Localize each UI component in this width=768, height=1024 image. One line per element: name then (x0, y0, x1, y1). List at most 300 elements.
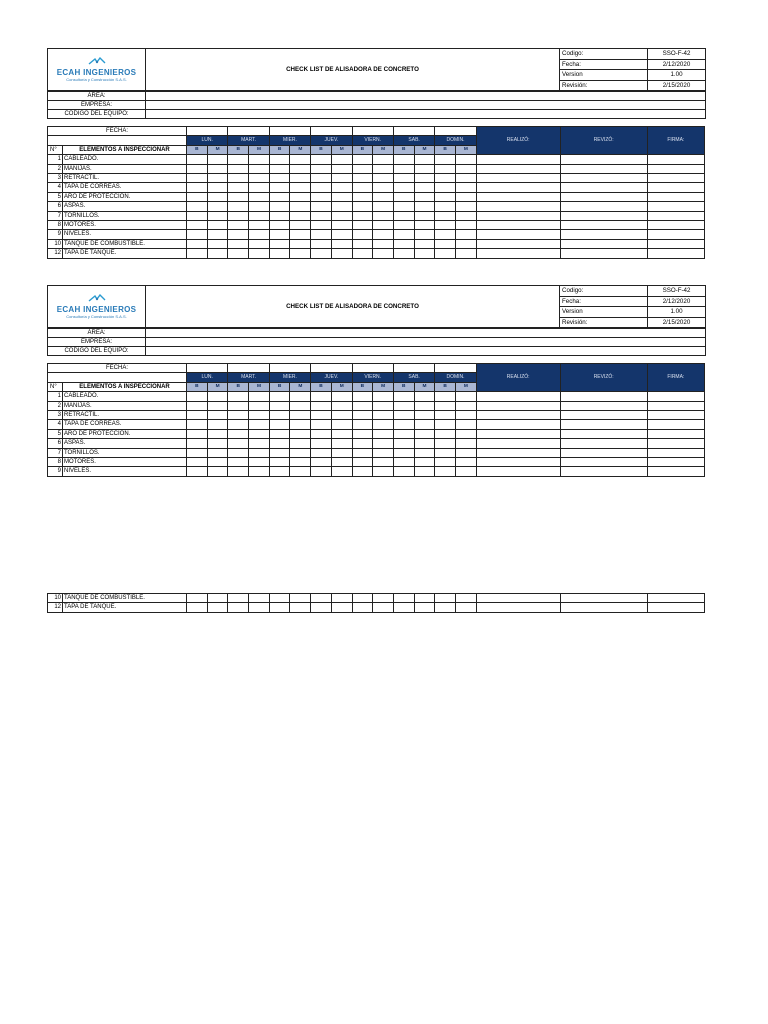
check-cell[interactable] (373, 249, 394, 258)
check-cell[interactable] (414, 467, 435, 476)
check-cell[interactable] (373, 401, 394, 410)
check-cell[interactable] (455, 211, 476, 220)
sign-cell[interactable] (647, 249, 704, 258)
sign-cell[interactable] (476, 239, 560, 248)
check-cell[interactable] (435, 239, 456, 248)
check-cell[interactable] (290, 239, 311, 248)
sign-cell[interactable] (560, 448, 647, 457)
check-cell[interactable] (393, 221, 414, 230)
check-cell[interactable] (311, 211, 332, 220)
check-cell[interactable] (455, 192, 476, 201)
sign-cell[interactable] (560, 239, 647, 248)
check-cell[interactable] (455, 594, 476, 603)
fecha-day-field[interactable] (311, 364, 352, 373)
sign-cell[interactable] (476, 183, 560, 192)
check-cell[interactable] (352, 439, 373, 448)
check-cell[interactable] (228, 249, 249, 258)
check-cell[interactable] (187, 239, 208, 248)
check-cell[interactable] (414, 429, 435, 438)
sign-cell[interactable] (560, 174, 647, 183)
check-cell[interactable] (290, 439, 311, 448)
check-cell[interactable] (311, 439, 332, 448)
check-cell[interactable] (311, 155, 332, 164)
sign-cell[interactable] (647, 155, 704, 164)
check-cell[interactable] (269, 174, 290, 183)
sign-cell[interactable] (647, 594, 704, 603)
check-cell[interactable] (311, 401, 332, 410)
check-cell[interactable] (290, 448, 311, 457)
sign-cell[interactable] (647, 230, 704, 239)
check-cell[interactable] (435, 164, 456, 173)
check-cell[interactable] (228, 448, 249, 457)
check-cell[interactable] (414, 183, 435, 192)
check-cell[interactable] (352, 155, 373, 164)
sign-cell[interactable] (647, 411, 704, 420)
check-cell[interactable] (414, 411, 435, 420)
check-cell[interactable] (207, 230, 228, 239)
sign-cell[interactable] (476, 155, 560, 164)
check-cell[interactable] (187, 439, 208, 448)
check-cell[interactable] (269, 458, 290, 467)
check-cell[interactable] (414, 458, 435, 467)
sign-cell[interactable] (476, 401, 560, 410)
sign-cell[interactable] (560, 164, 647, 173)
check-cell[interactable] (455, 164, 476, 173)
check-cell[interactable] (187, 174, 208, 183)
fecha-day-field[interactable] (269, 364, 310, 373)
check-cell[interactable] (228, 221, 249, 230)
check-cell[interactable] (269, 221, 290, 230)
check-cell[interactable] (455, 467, 476, 476)
check-cell[interactable] (228, 174, 249, 183)
check-cell[interactable] (187, 183, 208, 192)
check-cell[interactable] (393, 392, 414, 401)
sign-cell[interactable] (647, 174, 704, 183)
check-cell[interactable] (207, 603, 228, 612)
check-cell[interactable] (435, 603, 456, 612)
fecha-day-field[interactable] (352, 127, 393, 136)
check-cell[interactable] (373, 164, 394, 173)
sign-cell[interactable] (560, 183, 647, 192)
sign-cell[interactable] (476, 230, 560, 239)
info-field-area[interactable] (146, 92, 706, 101)
check-cell[interactable] (455, 155, 476, 164)
check-cell[interactable] (228, 164, 249, 173)
check-cell[interactable] (352, 429, 373, 438)
check-cell[interactable] (228, 411, 249, 420)
check-cell[interactable] (373, 429, 394, 438)
sign-cell[interactable] (647, 439, 704, 448)
check-cell[interactable] (249, 192, 270, 201)
check-cell[interactable] (290, 467, 311, 476)
sign-cell[interactable] (647, 192, 704, 201)
check-cell[interactable] (249, 439, 270, 448)
check-cell[interactable] (311, 202, 332, 211)
check-cell[interactable] (352, 420, 373, 429)
fecha-day-field[interactable] (435, 364, 476, 373)
check-cell[interactable] (435, 401, 456, 410)
check-cell[interactable] (393, 467, 414, 476)
sign-cell[interactable] (647, 467, 704, 476)
check-cell[interactable] (311, 174, 332, 183)
sign-cell[interactable] (647, 392, 704, 401)
sign-cell[interactable] (476, 174, 560, 183)
check-cell[interactable] (373, 467, 394, 476)
check-cell[interactable] (187, 202, 208, 211)
check-cell[interactable] (455, 401, 476, 410)
sign-cell[interactable] (647, 603, 704, 612)
sign-cell[interactable] (647, 183, 704, 192)
check-cell[interactable] (290, 230, 311, 239)
check-cell[interactable] (249, 174, 270, 183)
check-cell[interactable] (331, 221, 352, 230)
check-cell[interactable] (331, 439, 352, 448)
check-cell[interactable] (352, 221, 373, 230)
check-cell[interactable] (207, 155, 228, 164)
check-cell[interactable] (228, 392, 249, 401)
check-cell[interactable] (207, 420, 228, 429)
check-cell[interactable] (373, 174, 394, 183)
check-cell[interactable] (414, 401, 435, 410)
check-cell[interactable] (187, 192, 208, 201)
check-cell[interactable] (393, 164, 414, 173)
check-cell[interactable] (331, 230, 352, 239)
check-cell[interactable] (249, 594, 270, 603)
check-cell[interactable] (269, 239, 290, 248)
info-field-codigo[interactable] (146, 110, 706, 119)
sign-cell[interactable] (647, 458, 704, 467)
check-cell[interactable] (269, 155, 290, 164)
sign-cell[interactable] (647, 211, 704, 220)
check-cell[interactable] (249, 411, 270, 420)
check-cell[interactable] (414, 155, 435, 164)
check-cell[interactable] (331, 155, 352, 164)
check-cell[interactable] (249, 202, 270, 211)
sign-cell[interactable] (476, 192, 560, 201)
check-cell[interactable] (269, 603, 290, 612)
check-cell[interactable] (352, 467, 373, 476)
check-cell[interactable] (435, 594, 456, 603)
check-cell[interactable] (187, 155, 208, 164)
sign-cell[interactable] (476, 603, 560, 612)
sign-cell[interactable] (560, 411, 647, 420)
check-cell[interactable] (228, 183, 249, 192)
sign-cell[interactable] (560, 429, 647, 438)
check-cell[interactable] (187, 249, 208, 258)
sign-cell[interactable] (476, 249, 560, 258)
sign-cell[interactable] (476, 411, 560, 420)
sign-cell[interactable] (560, 192, 647, 201)
check-cell[interactable] (249, 211, 270, 220)
check-cell[interactable] (414, 174, 435, 183)
sign-cell[interactable] (647, 448, 704, 457)
check-cell[interactable] (393, 174, 414, 183)
check-cell[interactable] (207, 174, 228, 183)
check-cell[interactable] (352, 594, 373, 603)
fecha-day-field[interactable] (393, 127, 434, 136)
check-cell[interactable] (331, 249, 352, 258)
check-cell[interactable] (187, 401, 208, 410)
check-cell[interactable] (311, 183, 332, 192)
check-cell[interactable] (269, 448, 290, 457)
check-cell[interactable] (207, 429, 228, 438)
check-cell[interactable] (228, 439, 249, 448)
check-cell[interactable] (228, 458, 249, 467)
check-cell[interactable] (269, 401, 290, 410)
check-cell[interactable] (331, 594, 352, 603)
check-cell[interactable] (352, 211, 373, 220)
check-cell[interactable] (352, 202, 373, 211)
sign-cell[interactable] (560, 603, 647, 612)
check-cell[interactable] (331, 429, 352, 438)
sign-cell[interactable] (647, 429, 704, 438)
check-cell[interactable] (414, 192, 435, 201)
check-cell[interactable] (228, 401, 249, 410)
check-cell[interactable] (393, 603, 414, 612)
check-cell[interactable] (269, 183, 290, 192)
check-cell[interactable] (269, 202, 290, 211)
check-cell[interactable] (435, 221, 456, 230)
check-cell[interactable] (187, 594, 208, 603)
check-cell[interactable] (207, 594, 228, 603)
check-cell[interactable] (331, 174, 352, 183)
check-cell[interactable] (331, 202, 352, 211)
check-cell[interactable] (435, 392, 456, 401)
check-cell[interactable] (207, 392, 228, 401)
check-cell[interactable] (187, 230, 208, 239)
check-cell[interactable] (207, 164, 228, 173)
check-cell[interactable] (435, 249, 456, 258)
check-cell[interactable] (373, 392, 394, 401)
check-cell[interactable] (373, 239, 394, 248)
check-cell[interactable] (331, 448, 352, 457)
check-cell[interactable] (311, 164, 332, 173)
check-cell[interactable] (435, 448, 456, 457)
sign-cell[interactable] (647, 202, 704, 211)
check-cell[interactable] (414, 230, 435, 239)
check-cell[interactable] (393, 211, 414, 220)
sign-cell[interactable] (476, 594, 560, 603)
sign-cell[interactable] (560, 467, 647, 476)
sign-cell[interactable] (647, 221, 704, 230)
sign-cell[interactable] (560, 230, 647, 239)
check-cell[interactable] (207, 211, 228, 220)
check-cell[interactable] (269, 467, 290, 476)
check-cell[interactable] (435, 192, 456, 201)
check-cell[interactable] (207, 467, 228, 476)
check-cell[interactable] (290, 155, 311, 164)
check-cell[interactable] (290, 249, 311, 258)
check-cell[interactable] (228, 239, 249, 248)
check-cell[interactable] (393, 230, 414, 239)
check-cell[interactable] (187, 411, 208, 420)
check-cell[interactable] (414, 420, 435, 429)
check-cell[interactable] (290, 183, 311, 192)
check-cell[interactable] (331, 183, 352, 192)
check-cell[interactable] (207, 249, 228, 258)
check-cell[interactable] (393, 155, 414, 164)
check-cell[interactable] (249, 448, 270, 457)
check-cell[interactable] (249, 183, 270, 192)
check-cell[interactable] (311, 221, 332, 230)
check-cell[interactable] (352, 230, 373, 239)
check-cell[interactable] (331, 164, 352, 173)
check-cell[interactable] (228, 192, 249, 201)
check-cell[interactable] (352, 411, 373, 420)
check-cell[interactable] (207, 202, 228, 211)
check-cell[interactable] (290, 458, 311, 467)
check-cell[interactable] (393, 594, 414, 603)
check-cell[interactable] (373, 230, 394, 239)
check-cell[interactable] (249, 458, 270, 467)
sign-cell[interactable] (560, 221, 647, 230)
check-cell[interactable] (249, 249, 270, 258)
check-cell[interactable] (435, 467, 456, 476)
sign-cell[interactable] (476, 439, 560, 448)
check-cell[interactable] (414, 439, 435, 448)
check-cell[interactable] (414, 594, 435, 603)
check-cell[interactable] (249, 230, 270, 239)
check-cell[interactable] (414, 202, 435, 211)
check-cell[interactable] (373, 594, 394, 603)
check-cell[interactable] (207, 183, 228, 192)
check-cell[interactable] (373, 155, 394, 164)
check-cell[interactable] (393, 401, 414, 410)
check-cell[interactable] (331, 211, 352, 220)
check-cell[interactable] (311, 239, 332, 248)
check-cell[interactable] (249, 155, 270, 164)
check-cell[interactable] (352, 401, 373, 410)
check-cell[interactable] (414, 239, 435, 248)
check-cell[interactable] (311, 411, 332, 420)
check-cell[interactable] (331, 392, 352, 401)
fecha-day-field[interactable] (228, 364, 269, 373)
check-cell[interactable] (290, 401, 311, 410)
check-cell[interactable] (331, 420, 352, 429)
check-cell[interactable] (269, 411, 290, 420)
check-cell[interactable] (269, 429, 290, 438)
check-cell[interactable] (435, 439, 456, 448)
check-cell[interactable] (311, 467, 332, 476)
info-field-area[interactable] (146, 329, 706, 338)
check-cell[interactable] (269, 594, 290, 603)
check-cell[interactable] (269, 192, 290, 201)
check-cell[interactable] (207, 192, 228, 201)
sign-cell[interactable] (560, 401, 647, 410)
check-cell[interactable] (269, 211, 290, 220)
check-cell[interactable] (228, 211, 249, 220)
check-cell[interactable] (311, 603, 332, 612)
check-cell[interactable] (435, 420, 456, 429)
fecha-day-field[interactable] (269, 127, 310, 136)
check-cell[interactable] (455, 448, 476, 457)
check-cell[interactable] (331, 401, 352, 410)
check-cell[interactable] (228, 420, 249, 429)
check-cell[interactable] (352, 448, 373, 457)
check-cell[interactable] (290, 192, 311, 201)
sign-cell[interactable] (476, 211, 560, 220)
sign-cell[interactable] (476, 429, 560, 438)
check-cell[interactable] (455, 230, 476, 239)
check-cell[interactable] (373, 192, 394, 201)
check-cell[interactable] (311, 249, 332, 258)
check-cell[interactable] (207, 439, 228, 448)
check-cell[interactable] (331, 192, 352, 201)
check-cell[interactable] (435, 155, 456, 164)
check-cell[interactable] (435, 211, 456, 220)
sign-cell[interactable] (647, 401, 704, 410)
sign-cell[interactable] (476, 467, 560, 476)
check-cell[interactable] (207, 401, 228, 410)
check-cell[interactable] (455, 429, 476, 438)
check-cell[interactable] (352, 603, 373, 612)
check-cell[interactable] (228, 429, 249, 438)
check-cell[interactable] (249, 420, 270, 429)
check-cell[interactable] (352, 192, 373, 201)
check-cell[interactable] (393, 192, 414, 201)
sign-cell[interactable] (560, 155, 647, 164)
check-cell[interactable] (228, 467, 249, 476)
sign-cell[interactable] (560, 420, 647, 429)
check-cell[interactable] (352, 392, 373, 401)
sign-cell[interactable] (560, 439, 647, 448)
check-cell[interactable] (187, 603, 208, 612)
check-cell[interactable] (455, 603, 476, 612)
check-cell[interactable] (249, 239, 270, 248)
check-cell[interactable] (228, 155, 249, 164)
check-cell[interactable] (290, 164, 311, 173)
check-cell[interactable] (331, 239, 352, 248)
check-cell[interactable] (393, 429, 414, 438)
check-cell[interactable] (249, 603, 270, 612)
sign-cell[interactable] (560, 211, 647, 220)
sign-cell[interactable] (476, 202, 560, 211)
check-cell[interactable] (228, 603, 249, 612)
check-cell[interactable] (249, 221, 270, 230)
fecha-day-field[interactable] (228, 127, 269, 136)
check-cell[interactable] (331, 603, 352, 612)
check-cell[interactable] (331, 411, 352, 420)
check-cell[interactable] (187, 467, 208, 476)
check-cell[interactable] (311, 192, 332, 201)
check-cell[interactable] (393, 420, 414, 429)
check-cell[interactable] (414, 211, 435, 220)
check-cell[interactable] (207, 458, 228, 467)
sign-cell[interactable] (560, 458, 647, 467)
check-cell[interactable] (290, 392, 311, 401)
check-cell[interactable] (290, 603, 311, 612)
check-cell[interactable] (269, 164, 290, 173)
sign-cell[interactable] (476, 164, 560, 173)
check-cell[interactable] (435, 202, 456, 211)
check-cell[interactable] (435, 429, 456, 438)
check-cell[interactable] (207, 221, 228, 230)
check-cell[interactable] (393, 439, 414, 448)
check-cell[interactable] (455, 439, 476, 448)
check-cell[interactable] (311, 594, 332, 603)
sign-cell[interactable] (647, 420, 704, 429)
check-cell[interactable] (311, 392, 332, 401)
check-cell[interactable] (290, 411, 311, 420)
check-cell[interactable] (249, 401, 270, 410)
check-cell[interactable] (414, 249, 435, 258)
check-cell[interactable] (393, 202, 414, 211)
check-cell[interactable] (393, 183, 414, 192)
check-cell[interactable] (269, 249, 290, 258)
fecha-day-field[interactable] (352, 364, 393, 373)
fecha-day-field[interactable] (393, 364, 434, 373)
check-cell[interactable] (290, 211, 311, 220)
